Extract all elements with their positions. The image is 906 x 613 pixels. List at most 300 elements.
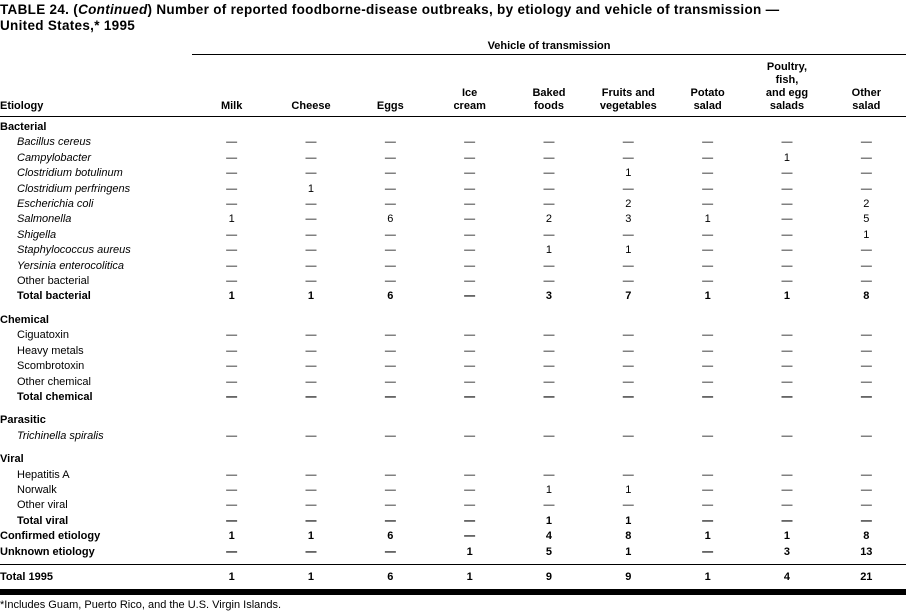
- cell-value: —: [464, 151, 476, 164]
- table-header: [0, 40, 906, 117]
- cell-value: —: [781, 360, 793, 373]
- cell-value: —: [702, 429, 714, 442]
- cell-value: —: [781, 136, 793, 149]
- table-row: [0, 498, 906, 513]
- row-label: Viral: [0, 453, 24, 466]
- cell-value: [351, 405, 430, 428]
- row-label: Confirmed etiology: [0, 530, 101, 543]
- cell-value: 1: [783, 290, 791, 303]
- cell-value: [827, 117, 906, 136]
- cell-value: 2: [863, 198, 870, 211]
- cell-value: —: [384, 329, 396, 342]
- cell-value: —: [702, 344, 714, 357]
- cell-value: [430, 444, 509, 467]
- cell-value: —: [464, 530, 476, 543]
- row-label: Ciguatoxin: [17, 329, 69, 342]
- cell-value: [827, 305, 906, 328]
- cell-value: —: [702, 182, 714, 195]
- cell-value: [668, 444, 747, 467]
- cell-value: [827, 405, 906, 428]
- cell-value: —: [305, 390, 317, 403]
- cell-value: —: [384, 344, 396, 357]
- column-header: Poultry, fish, and egg salads: [747, 55, 826, 117]
- cell-value: —: [860, 499, 872, 512]
- cell-value: —: [384, 468, 396, 481]
- cell-value: [827, 444, 906, 467]
- cell-value: —: [226, 514, 238, 527]
- cell-value: 1: [307, 182, 315, 195]
- cell-value: —: [781, 514, 793, 527]
- row-label: Clostridium botulinum: [17, 167, 123, 180]
- cell-value: —: [543, 259, 555, 272]
- cell-value: —: [226, 390, 238, 403]
- cell-value: [192, 444, 271, 467]
- cell-value: —: [622, 275, 634, 288]
- table-body: [0, 117, 906, 590]
- cell-value: [589, 405, 668, 428]
- cell-value: —: [464, 290, 476, 303]
- cell-value: —: [464, 198, 476, 211]
- cell-value: 3: [783, 545, 791, 558]
- cell-value: —: [860, 514, 872, 527]
- cell-value: —: [226, 244, 238, 257]
- cell-value: —: [464, 483, 476, 496]
- cell-value: —: [305, 545, 317, 558]
- cell-value: —: [305, 329, 317, 342]
- cell-value: [271, 305, 350, 328]
- cell-value: —: [860, 259, 872, 272]
- table-row: [0, 405, 906, 428]
- cell-value: —: [305, 228, 317, 241]
- table-row: [0, 328, 906, 343]
- cell-value: [192, 405, 271, 428]
- cell-value: —: [622, 228, 634, 241]
- cell-value: —: [464, 468, 476, 481]
- cell-value: —: [860, 151, 872, 164]
- title-continued: Continued: [78, 2, 148, 17]
- row-label: Total viral: [17, 514, 69, 527]
- cell-value: —: [781, 213, 793, 226]
- cell-value: —: [305, 136, 317, 149]
- cell-value: —: [226, 136, 238, 149]
- cell-value: —: [226, 259, 238, 272]
- cell-value: —: [860, 429, 872, 442]
- cell-value: —: [464, 375, 476, 388]
- cell-value: —: [781, 244, 793, 257]
- cell-value: —: [464, 275, 476, 288]
- column-header: Milk: [192, 55, 271, 117]
- table-row: [0, 274, 906, 289]
- row-label: Heavy metals: [17, 344, 84, 357]
- cell-value: —: [226, 344, 238, 357]
- footnote: *Includes Guam, Puerto Rico, and the U.S. Virgin Islands.: [0, 599, 282, 612]
- cell-value: —: [305, 375, 317, 388]
- cell-value: —: [860, 483, 872, 496]
- cell-value: —: [543, 429, 555, 442]
- cell-value: —: [781, 468, 793, 481]
- row-label: Norwalk: [17, 483, 57, 496]
- table-row: [0, 390, 906, 405]
- cell-value: —: [860, 244, 872, 257]
- cell-value: 1: [783, 151, 791, 164]
- row-label: Total 1995: [0, 564, 192, 589]
- title-line2: United States,* 1995: [0, 18, 136, 33]
- cell-value: —: [384, 228, 396, 241]
- cell-value: —: [622, 182, 634, 195]
- cell-value: —: [384, 499, 396, 512]
- cell-value: —: [702, 228, 714, 241]
- cell-value: —: [226, 360, 238, 373]
- cell-value: [589, 444, 668, 467]
- cell-value: 4: [545, 530, 553, 543]
- row-label: Other bacterial: [17, 275, 90, 288]
- vehicle-of-transmission-header: Vehicle of transmission: [192, 40, 906, 55]
- cell-value: [509, 117, 588, 136]
- cell-value: 1: [228, 530, 235, 543]
- cell-value: —: [860, 468, 872, 481]
- row-label: Parasitic: [0, 414, 46, 427]
- cell-value: [589, 305, 668, 328]
- row-label: Hepatitis A: [17, 468, 70, 481]
- cell-value: —: [226, 545, 238, 558]
- row-label: Yersinia enterocolitica: [17, 259, 125, 272]
- cell-value: —: [781, 167, 793, 180]
- cell-value: —: [464, 514, 476, 527]
- cell-value: —: [464, 136, 476, 149]
- cell-value: —: [702, 514, 714, 527]
- cell-value: —: [860, 167, 872, 180]
- table-title: [0, 2, 906, 34]
- cell-value: [668, 405, 747, 428]
- cell-value: —: [543, 151, 555, 164]
- cell-value: —: [860, 360, 872, 373]
- cell-value: —: [860, 390, 872, 403]
- cell-value: [271, 405, 350, 428]
- cell-value: 4: [747, 564, 826, 589]
- cell-value: —: [384, 390, 396, 403]
- cell-value: 2: [545, 213, 553, 226]
- cell-value: [747, 117, 826, 136]
- cell-value: —: [622, 360, 634, 373]
- cell-value: 6: [387, 213, 394, 226]
- cell-value: 8: [863, 530, 870, 543]
- cell-value: [668, 305, 747, 328]
- cell-value: —: [702, 151, 714, 164]
- cell-value: —: [464, 182, 476, 195]
- outbreaks-table: [0, 40, 906, 589]
- cell-value: —: [384, 375, 396, 388]
- cell-value: —: [622, 259, 634, 272]
- cell-value: —: [384, 167, 396, 180]
- cell-value: —: [226, 468, 238, 481]
- cell-value: 5: [863, 213, 870, 226]
- cell-value: —: [543, 182, 555, 195]
- table-row: [0, 243, 906, 258]
- cell-value: —: [543, 275, 555, 288]
- cell-value: —: [781, 275, 793, 288]
- cell-value: —: [305, 468, 317, 481]
- cell-value: —: [464, 244, 476, 257]
- cell-value: —: [305, 213, 317, 226]
- table-row: [0, 344, 906, 359]
- row-label: Unknown etiology: [0, 545, 95, 558]
- cell-value: 6: [387, 290, 394, 303]
- cell-value: —: [384, 182, 396, 195]
- cell-value: —: [622, 375, 634, 388]
- table-row: [0, 529, 906, 544]
- cell-value: —: [305, 244, 317, 257]
- cell-value: —: [781, 329, 793, 342]
- cell-value: 1: [625, 514, 632, 527]
- cell-value: —: [305, 167, 317, 180]
- column-header: Eggs: [351, 55, 430, 117]
- row-label: Shigella: [17, 228, 57, 241]
- cell-value: 1: [545, 483, 553, 496]
- cell-value: —: [305, 344, 317, 357]
- cell-value: 1: [863, 228, 870, 241]
- row-label: Campylobacter: [17, 151, 91, 164]
- cell-value: —: [464, 329, 476, 342]
- column-header: Ice cream: [430, 55, 509, 117]
- cell-value: —: [384, 275, 396, 288]
- cell-value: —: [702, 198, 714, 211]
- cell-value: [351, 444, 430, 467]
- cell-value: 1: [625, 545, 632, 558]
- cell-value: —: [622, 151, 634, 164]
- cell-value: —: [305, 499, 317, 512]
- row-label: Chemical: [0, 313, 49, 326]
- cell-value: [509, 405, 588, 428]
- cell-value: [430, 117, 509, 136]
- cell-value: 8: [625, 530, 632, 543]
- cell-value: —: [226, 275, 238, 288]
- cell-value: —: [226, 375, 238, 388]
- cell-value: —: [781, 429, 793, 442]
- cell-value: —: [781, 344, 793, 357]
- cell-value: —: [781, 182, 793, 195]
- table-row: [0, 429, 906, 444]
- cell-value: [747, 305, 826, 328]
- cell-value: —: [305, 360, 317, 373]
- row-label: Escherichia coli: [17, 198, 94, 211]
- cell-value: 13: [860, 545, 873, 558]
- table-row: [0, 375, 906, 390]
- cell-value: —: [860, 275, 872, 288]
- cell-value: [192, 117, 271, 136]
- cell-value: 1: [430, 564, 509, 589]
- table-row: [0, 212, 906, 227]
- cell-value: —: [781, 198, 793, 211]
- cell-value: —: [543, 390, 555, 403]
- cell-value: —: [702, 483, 714, 496]
- cell-value: —: [305, 275, 317, 288]
- cell-value: —: [305, 198, 317, 211]
- cell-value: —: [702, 390, 714, 403]
- cell-value: —: [543, 344, 555, 357]
- cell-value: —: [305, 514, 317, 527]
- cell-value: [271, 444, 350, 467]
- cell-value: —: [702, 167, 714, 180]
- table-row: [0, 483, 906, 498]
- cell-value: —: [781, 375, 793, 388]
- cell-value: —: [781, 228, 793, 241]
- cell-value: —: [384, 244, 396, 257]
- row-label: Other chemical: [17, 375, 91, 388]
- cell-value: —: [702, 329, 714, 342]
- row-label: Salmonella: [17, 213, 72, 226]
- cell-value: [747, 405, 826, 428]
- cell-value: —: [226, 499, 238, 512]
- cell-value: —: [702, 545, 714, 558]
- cell-value: —: [860, 182, 872, 195]
- table-row: [0, 545, 906, 565]
- cell-value: 1: [307, 290, 315, 303]
- cell-value: —: [464, 360, 476, 373]
- cell-value: 1: [625, 167, 632, 180]
- cell-value: —: [781, 499, 793, 512]
- cell-value: —: [384, 545, 396, 558]
- cell-value: 1: [307, 530, 315, 543]
- cell-value: —: [384, 429, 396, 442]
- title-line1: [0, 2, 779, 17]
- cell-value: 1: [228, 290, 235, 303]
- table-row: [0, 259, 906, 274]
- cell-value: —: [384, 360, 396, 373]
- cell-value: 1: [704, 530, 711, 543]
- table-row: [0, 305, 906, 328]
- cell-value: 2: [625, 198, 632, 211]
- row-label: Bacillus cereus: [17, 136, 91, 149]
- row-label: Scombrotoxin: [17, 360, 85, 373]
- row-label: Other viral: [17, 499, 68, 512]
- cell-value: 1: [192, 564, 271, 589]
- table-row: [0, 359, 906, 374]
- cell-value: —: [226, 182, 238, 195]
- cell-value: —: [622, 429, 634, 442]
- cell-value: —: [384, 136, 396, 149]
- table-row: [0, 135, 906, 150]
- cell-value: 1: [466, 545, 473, 558]
- cell-value: [509, 444, 588, 467]
- cell-value: —: [781, 390, 793, 403]
- cell-value: 1: [704, 213, 711, 226]
- cell-value: —: [384, 151, 396, 164]
- column-header: Baked foods: [509, 55, 588, 117]
- cell-value: 9: [589, 564, 668, 589]
- table-row: [0, 228, 906, 243]
- cell-value: —: [622, 468, 634, 481]
- cell-value: —: [226, 198, 238, 211]
- cell-value: —: [226, 483, 238, 496]
- cell-value: —: [464, 429, 476, 442]
- column-header: Other salad: [827, 55, 906, 117]
- cell-value: —: [781, 259, 793, 272]
- spanner-spacer: [0, 40, 192, 55]
- cell-value: 8: [863, 290, 870, 303]
- cell-value: [192, 305, 271, 328]
- cell-value: —: [543, 167, 555, 180]
- cell-value: —: [464, 213, 476, 226]
- column-header: Fruits and vegetables: [589, 55, 668, 117]
- cell-value: —: [543, 329, 555, 342]
- cell-value: —: [702, 275, 714, 288]
- cell-value: 6: [351, 564, 430, 589]
- cell-value: —: [226, 228, 238, 241]
- cell-value: 21: [827, 564, 906, 589]
- table-row: [0, 151, 906, 166]
- cell-value: 1: [545, 514, 553, 527]
- cell-value: 1: [271, 564, 350, 589]
- table-row: [0, 564, 906, 589]
- cell-value: —: [384, 259, 396, 272]
- cell-value: 1: [228, 213, 235, 226]
- column-header-row: [0, 55, 906, 117]
- cell-value: [589, 117, 668, 136]
- cell-value: 6: [387, 530, 394, 543]
- table-row: [0, 289, 906, 304]
- cell-value: 1: [704, 290, 711, 303]
- table-row: [0, 444, 906, 467]
- cell-value: —: [543, 228, 555, 241]
- table-row: [0, 514, 906, 529]
- cell-value: —: [226, 167, 238, 180]
- cell-value: —: [702, 136, 714, 149]
- cell-value: —: [622, 329, 634, 342]
- cell-value: —: [860, 344, 872, 357]
- cell-value: 5: [545, 545, 553, 558]
- cell-value: —: [702, 468, 714, 481]
- row-label: Total bacterial: [17, 290, 91, 303]
- cell-value: —: [702, 244, 714, 257]
- cell-value: —: [464, 344, 476, 357]
- table-row: [0, 197, 906, 212]
- cell-value: 7: [625, 290, 632, 303]
- cell-value: 1: [625, 244, 632, 257]
- cell-value: —: [543, 136, 555, 149]
- column-header: Cheese: [271, 55, 350, 117]
- cell-value: —: [860, 375, 872, 388]
- cell-value: —: [384, 198, 396, 211]
- cell-value: 3: [545, 290, 553, 303]
- etiology-column-header: Etiology: [0, 55, 192, 117]
- cell-value: —: [384, 514, 396, 527]
- cell-value: [509, 305, 588, 328]
- title-suffix: ) Number of reported foodborne-disease outbreaks, by etiology and vehicle of transmission —: [147, 2, 780, 17]
- cell-value: —: [622, 390, 634, 403]
- cell-value: —: [702, 375, 714, 388]
- row-label: Trichinella spiralis: [17, 429, 104, 442]
- cell-value: —: [543, 499, 555, 512]
- cell-value: —: [226, 329, 238, 342]
- cell-value: —: [305, 151, 317, 164]
- cell-value: —: [543, 198, 555, 211]
- cell-value: [668, 117, 747, 136]
- cell-value: —: [464, 259, 476, 272]
- row-label: Staphylococcus aureus: [17, 244, 131, 257]
- cell-value: [747, 444, 826, 467]
- cell-value: [430, 305, 509, 328]
- cell-value: —: [622, 499, 634, 512]
- cell-value: —: [464, 499, 476, 512]
- cell-value: —: [464, 390, 476, 403]
- cell-value: —: [305, 429, 317, 442]
- cell-value: —: [305, 483, 317, 496]
- cell-value: —: [305, 259, 317, 272]
- cell-value: —: [860, 136, 872, 149]
- table-row: [0, 182, 906, 197]
- cell-value: —: [543, 468, 555, 481]
- cell-value: 9: [509, 564, 588, 589]
